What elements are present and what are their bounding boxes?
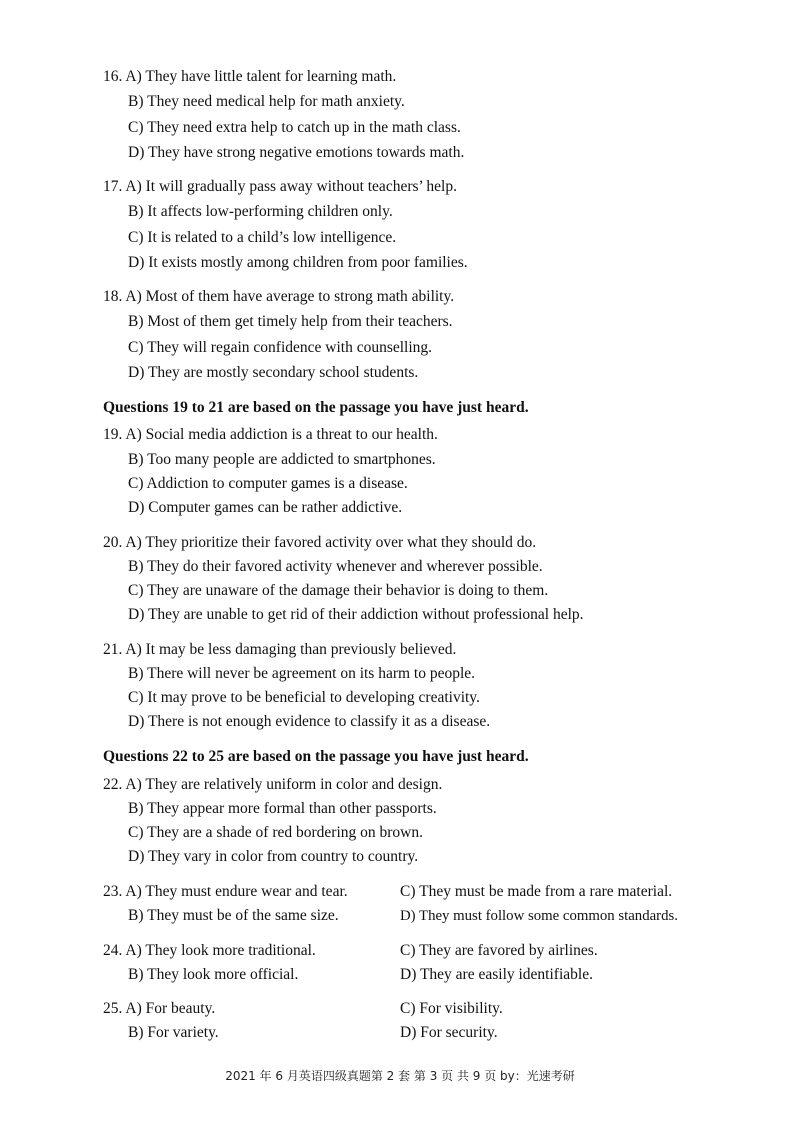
q17-option-d: D) It exists mostly among children from poor families. bbox=[128, 254, 468, 271]
q21-option-c: C) It may prove to be beneficial to developing creativity. bbox=[128, 689, 480, 706]
q18-option-a: 18. A) Most of them have average to strong math ability. bbox=[103, 288, 455, 305]
q18-option-d: D) They are mostly secondary school students. bbox=[128, 364, 419, 381]
q20-option-b: B) They do their favored activity whenever and wherever possible. bbox=[128, 558, 543, 575]
q19-option-d: D) Computer games can be rather addictive. bbox=[128, 499, 403, 516]
q19-option-b: B) Too many people are addicted to smartphones. bbox=[128, 451, 436, 468]
page-footer: 2021 年 6 月英语四级真题第 2 套 第 3 页 共 9 页 by：光速考研 bbox=[225, 1069, 575, 1083]
q25-option-b: B) For variety. bbox=[128, 1024, 219, 1041]
q23-option-c: C) They must be made from a rare material. bbox=[400, 883, 673, 900]
q17-option-b: B) It affects low-performing children only. bbox=[128, 203, 393, 220]
q16-option-a: 16. A) They have little talent for learning math. bbox=[103, 68, 397, 85]
q23-option-a: 23. A) They must endure wear and tear. bbox=[103, 883, 348, 900]
q22-option-c: C) They are a shade of red bordering on brown. bbox=[128, 824, 423, 841]
q21-option-b: B) There will never be agreement on its harm to people. bbox=[128, 665, 476, 682]
q25-option-a: 25. A) For beauty. bbox=[103, 1000, 216, 1017]
q19-option-a: 19. A) Social media addiction is a threat to our health. bbox=[103, 426, 438, 443]
q22-option-b: B) They appear more formal than other passports. bbox=[128, 800, 437, 817]
q17-option-c: C) It is related to a child’s low intelligence. bbox=[128, 229, 397, 246]
q23-option-d: D) They must follow some common standards. bbox=[400, 908, 678, 924]
q16-option-c: C) They need extra help to catch up in the math class. bbox=[128, 119, 461, 136]
q24-option-a: 24. A) They look more traditional. bbox=[103, 942, 316, 959]
q20-option-a: 20. A) They prioritize their favored activity over what they should do. bbox=[103, 534, 537, 551]
q25-option-c: C) For visibility. bbox=[400, 1000, 503, 1017]
q23-option-b: B) They must be of the same size. bbox=[128, 907, 339, 924]
q24-option-d: D) They are easily identifiable. bbox=[400, 966, 593, 983]
q22-option-d: D) They vary in color from country to country. bbox=[128, 848, 419, 865]
q22-option-a: 22. A) They are relatively uniform in color and design. bbox=[103, 776, 443, 793]
q24-option-c: C) They are favored by airlines. bbox=[400, 942, 598, 959]
q16-option-d: D) They have strong negative emotions towards math. bbox=[128, 144, 465, 161]
q21-option-a: 21. A) It may be less damaging than previously believed. bbox=[103, 641, 457, 658]
q16-option-b: B) They need medical help for math anxiety. bbox=[128, 93, 405, 110]
q25-option-d: D) For security. bbox=[400, 1024, 498, 1041]
q20-option-c: C) They are unaware of the damage their behavior is doing to them. bbox=[128, 582, 549, 599]
section-heading-19-21: Questions 19 to 21 are based on the passage you have just heard. bbox=[103, 399, 529, 416]
q24-option-b: B) They look more official. bbox=[128, 966, 299, 983]
q19-option-c: C) Addiction to computer games is a disease. bbox=[128, 475, 408, 492]
q18-option-b: B) Most of them get timely help from their teachers. bbox=[128, 313, 453, 330]
q17-option-a: 17. A) It will gradually pass away without teachers’ help. bbox=[103, 178, 457, 195]
q20-option-d: D) They are unable to get rid of their addiction without professional help. bbox=[128, 606, 584, 623]
q18-option-c: C) They will regain confidence with counselling. bbox=[128, 339, 433, 356]
section-heading-22-25: Questions 22 to 25 are based on the passage you have just heard. bbox=[103, 748, 529, 765]
q21-option-d: D) There is not enough evidence to classify it as a disease. bbox=[128, 713, 491, 730]
